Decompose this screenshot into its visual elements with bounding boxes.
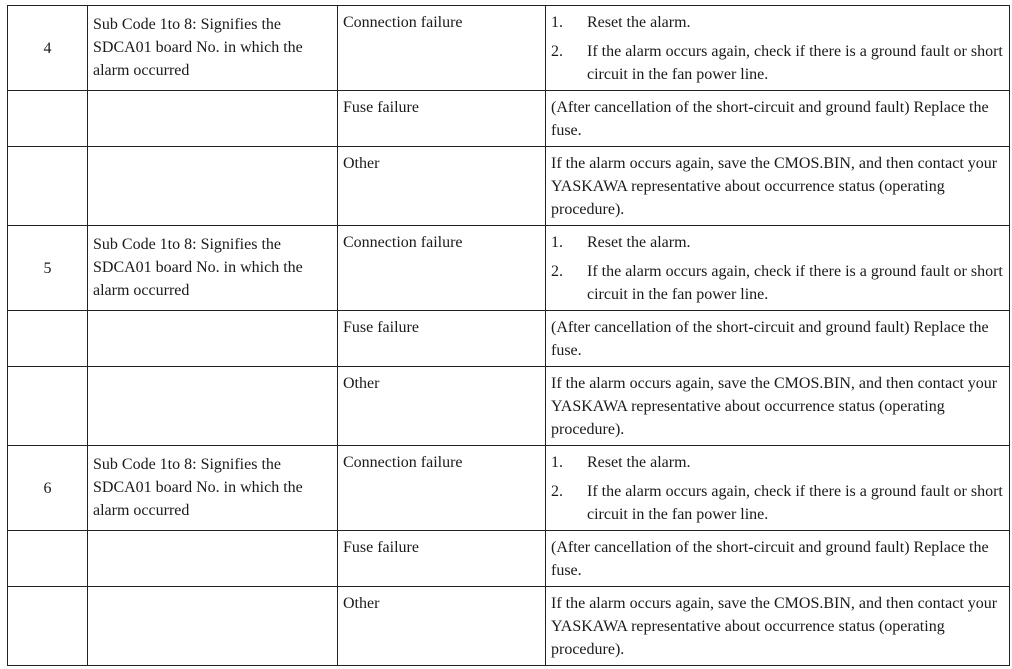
empty-cell <box>8 147 88 226</box>
empty-cell <box>8 311 88 367</box>
table-row <box>8 6 1010 91</box>
alarm-number: 5 <box>8 226 88 311</box>
remedy-text: If the alarm occurs again, save the CMOS.BIN, and then contact your YASKAWA representative about occurrence status (operating procedure). <box>546 367 1010 446</box>
failure-type: Fuse failure <box>338 311 546 367</box>
list-item <box>551 231 1004 254</box>
empty-cell <box>88 587 338 666</box>
step-number: 2. <box>551 483 563 500</box>
step-text: If the alarm occurs again, check if there is a ground fault or short circuit in the fan power line. <box>587 483 1003 523</box>
table-row <box>8 91 1010 147</box>
empty-cell <box>88 311 338 367</box>
alarm-number: 6 <box>8 446 88 531</box>
empty-cell <box>8 587 88 666</box>
remedy-text: (After cancellation of the short-circuit and ground fault) Replace the fuse. <box>546 91 1010 147</box>
table-row <box>8 311 1010 367</box>
remedy-steps <box>546 446 1010 531</box>
list-item <box>551 480 1004 526</box>
failure-type: Other <box>338 587 546 666</box>
remedy-steps <box>546 226 1010 311</box>
step-number: 2. <box>551 263 563 280</box>
remedy-text: (After cancellation of the short-circuit and ground fault) Replace the fuse. <box>546 531 1010 587</box>
list-item <box>551 11 1004 34</box>
remedy-text: If the alarm occurs again, save the CMOS.BIN, and then contact your YASKAWA representative about occurrence status (operating procedure). <box>546 147 1010 226</box>
empty-cell <box>8 91 88 147</box>
table-row <box>8 367 1010 446</box>
empty-cell <box>8 367 88 446</box>
alarm-number: 4 <box>8 6 88 91</box>
remedy-text: If the alarm occurs again, save the CMOS.BIN, and then contact your YASKAWA representative about occurrence status (operating procedure). <box>546 587 1010 666</box>
step-number: 1. <box>551 234 563 251</box>
table-row <box>8 531 1010 587</box>
step-text: Reset the alarm. <box>587 454 691 471</box>
remedy-steps <box>546 6 1010 91</box>
empty-cell <box>8 531 88 587</box>
alarm-table <box>7 5 1010 666</box>
failure-type: Other <box>338 147 546 226</box>
failure-type: Other <box>338 367 546 446</box>
step-text: If the alarm occurs again, check if there is a ground fault or short circuit in the fan power line. <box>587 263 1003 303</box>
empty-cell <box>88 531 338 587</box>
failure-type: Fuse failure <box>338 531 546 587</box>
sub-code-description: Sub Code 1to 8: Signifies the SDCA01 board No. in which the alarm occurred <box>88 446 338 531</box>
empty-cell <box>88 367 338 446</box>
sub-code-description: Sub Code 1to 8: Signifies the SDCA01 board No. in which the alarm occurred <box>88 6 338 91</box>
list-item <box>551 40 1004 86</box>
remedy-text: (After cancellation of the short-circuit and ground fault) Replace the fuse. <box>546 311 1010 367</box>
failure-type: Fuse failure <box>338 91 546 147</box>
step-text: If the alarm occurs again, check if there is a ground fault or short circuit in the fan power line. <box>587 43 1003 83</box>
table-row <box>8 587 1010 666</box>
step-number: 2. <box>551 43 563 60</box>
step-number: 1. <box>551 454 563 471</box>
list-item <box>551 451 1004 474</box>
failure-type: Connection failure <box>338 6 546 91</box>
failure-type: Connection failure <box>338 226 546 311</box>
step-text: Reset the alarm. <box>587 234 691 251</box>
sub-code-description: Sub Code 1to 8: Signifies the SDCA01 board No. in which the alarm occurred <box>88 226 338 311</box>
empty-cell <box>88 147 338 226</box>
table-row <box>8 446 1010 531</box>
table-row <box>8 147 1010 226</box>
step-number: 1. <box>551 14 563 31</box>
failure-type: Connection failure <box>338 446 546 531</box>
table-row <box>8 226 1010 311</box>
list-item <box>551 260 1004 306</box>
step-text: Reset the alarm. <box>587 14 691 31</box>
empty-cell <box>88 91 338 147</box>
